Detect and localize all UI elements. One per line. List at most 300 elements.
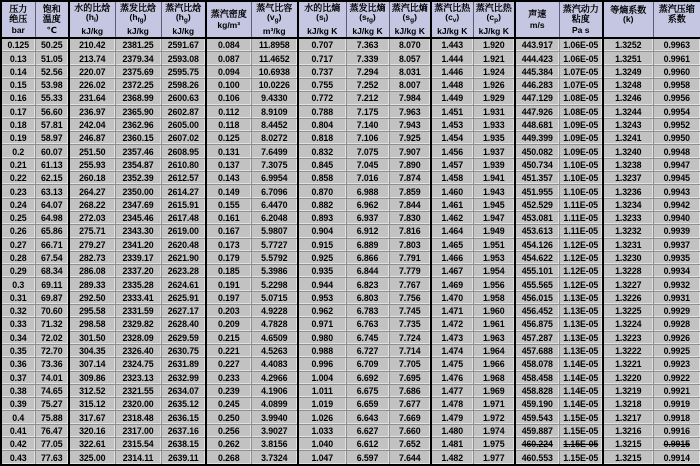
table-cell: 1.470	[431, 291, 473, 304]
header-name-line: 绝压	[9, 14, 28, 24]
table-row	[1, 291, 700, 304]
table-cell: 1.13E-05	[559, 344, 603, 357]
table-cell: 0.893	[298, 211, 346, 224]
table-cell: 72.02	[35, 331, 69, 344]
table-cell: 1.947	[473, 211, 515, 224]
table-cell: 66.71	[35, 238, 69, 251]
table-cell: 7.907	[389, 145, 431, 158]
table-cell: 2375.69	[115, 65, 161, 78]
table-cell: 7.677	[389, 398, 431, 411]
table-cell: 446.283	[515, 79, 559, 92]
table-cell: 0.18	[1, 118, 35, 131]
table-cell: 1.956	[473, 278, 515, 291]
table-cell: 4.5263	[251, 344, 298, 357]
table-cell: 7.363	[346, 38, 389, 52]
table-cell: 2329.82	[115, 318, 161, 331]
column-header-9	[346, 1, 389, 38]
table-cell: 1.3224	[603, 318, 653, 331]
header-symbol: $(h_{fg})$	[129, 12, 147, 24]
table-cell: 0.29	[1, 265, 35, 278]
table-cell: 0.233	[206, 371, 251, 384]
table-row	[1, 398, 700, 411]
table-cell: 0.161	[206, 211, 251, 224]
table-cell: 4.7828	[251, 318, 298, 331]
table-cell: 447.129	[515, 92, 559, 105]
table-cell: 0.971	[298, 318, 346, 331]
table-cell: 7.252	[346, 79, 389, 92]
table-cell: 7.890	[389, 158, 431, 171]
table-cell: 1.15E-05	[559, 411, 603, 424]
table-cell: 0.9934	[653, 265, 700, 278]
table-cell: 1.954	[473, 265, 515, 278]
table-cell: 0.106	[206, 92, 251, 105]
table-cell: 309.86	[69, 371, 115, 384]
table-cell: 1.446	[431, 65, 473, 78]
table-cell: 9.4330	[251, 92, 298, 105]
table-cell: 2315.54	[115, 438, 161, 451]
table-cell: 1.969	[473, 384, 515, 397]
table-cell: 1.481	[431, 438, 473, 451]
table-cell: 1.478	[431, 398, 473, 411]
table-cell: 260.18	[69, 172, 115, 185]
table-cell: 450.734	[515, 158, 559, 171]
table-cell: 3.9027	[251, 424, 298, 437]
table-cell: 0.707	[298, 38, 346, 52]
table-cell: 2591.67	[161, 38, 206, 52]
table-cell: 61.13	[35, 158, 69, 171]
table-cell: 1.14E-05	[559, 384, 603, 397]
table-cell: 1.13E-05	[559, 291, 603, 304]
table-cell: 0.832	[298, 145, 346, 158]
table-cell: 279.27	[69, 238, 115, 251]
table-cell: 0.9931	[653, 291, 700, 304]
table-cell: 0.915	[298, 238, 346, 251]
table-cell: 7.963	[389, 105, 431, 118]
table-cell: 2638.15	[161, 438, 206, 451]
table-cell: 2627.17	[161, 305, 206, 318]
table-cell: 0.9940	[653, 211, 700, 224]
table-cell: 251.50	[69, 145, 115, 158]
table-cell: 1.945	[473, 198, 515, 211]
table-cell: 5.0715	[251, 291, 298, 304]
table-cell: 6.675	[346, 384, 389, 397]
header-symbol: (k)	[623, 13, 634, 24]
table-cell: 70.60	[35, 305, 69, 318]
table-cell: 0.9918	[653, 411, 700, 424]
table-cell: 0.37	[1, 371, 35, 384]
table-cell: 2630.75	[161, 344, 206, 357]
table-cell: 1.3249	[603, 65, 653, 78]
table-cell: 6.597	[346, 451, 389, 465]
table-cell: 456.452	[515, 305, 559, 318]
table-cell: 6.709	[346, 358, 389, 371]
table-row	[1, 118, 700, 131]
table-cell: 8.031	[389, 65, 431, 78]
table-cell: 453.613	[515, 225, 559, 238]
column-header-2	[35, 1, 69, 38]
header-symbol: $(h_l)$	[85, 12, 99, 24]
table-cell: 1.3241	[603, 132, 653, 145]
table-cell: 450.082	[515, 145, 559, 158]
column-header-3	[69, 1, 115, 38]
table-cell: 1.974	[473, 424, 515, 437]
table-cell: 0.173	[206, 238, 251, 251]
table-cell: 6.912	[346, 225, 389, 238]
header-name-line: 蒸汽比熵	[391, 3, 428, 13]
table-cell: 2636.15	[161, 411, 206, 424]
table-cell: 7.816	[389, 225, 431, 238]
table-cell: 1.08E-05	[559, 105, 603, 118]
table-cell: 4.4083	[251, 358, 298, 371]
table-cell: 0.43	[1, 451, 35, 465]
table-cell: 2314.11	[115, 451, 161, 465]
table-cell: 1.929	[473, 92, 515, 105]
table-cell: 2331.59	[115, 305, 161, 318]
table-cell: 1.931	[473, 105, 515, 118]
table-cell: 1.3252	[603, 38, 653, 52]
table-cell: 458.078	[515, 358, 559, 371]
table-cell: 460.553	[515, 451, 559, 465]
header-name-line: 蒸汽比焓	[165, 3, 202, 13]
table-cell: 62.15	[35, 172, 69, 185]
table-cell: 2381.25	[115, 38, 161, 52]
table-cell: 1.14E-05	[559, 371, 603, 384]
table-cell: 0.22	[1, 172, 35, 185]
table-row	[1, 305, 700, 318]
table-cell: 1.456	[431, 145, 473, 158]
table-cell: 448.681	[515, 118, 559, 131]
table-cell: 459.190	[515, 398, 559, 411]
table-cell: 0.882	[298, 198, 346, 211]
table-cell: 74.01	[35, 371, 69, 384]
table-cell: 1.457	[431, 158, 473, 171]
column-header-16	[653, 1, 700, 38]
table-cell: 455.565	[515, 278, 559, 291]
table-cell: 7.016	[346, 172, 389, 185]
table-cell: 1.11E-05	[559, 198, 603, 211]
table-cell: 4.9228	[251, 305, 298, 318]
table-cell: 454.126	[515, 238, 559, 251]
table-cell: 0.17	[1, 105, 35, 118]
table-cell: 0.9948	[653, 145, 700, 158]
table-cell: 1.07E-05	[559, 79, 603, 92]
table-cell: 2631.89	[161, 358, 206, 371]
table-cell: 0.28	[1, 251, 35, 264]
table-cell: 1.471	[431, 305, 473, 318]
table-cell: 0.9937	[653, 238, 700, 251]
table-cell: 6.937	[346, 211, 389, 224]
table-cell: 1.953	[473, 251, 515, 264]
table-cell: 4.1906	[251, 384, 298, 397]
table-cell: 7.6499	[251, 145, 298, 158]
column-header-6	[206, 1, 251, 38]
table-cell: 1.937	[473, 145, 515, 158]
header-unit	[654, 25, 700, 35]
table-cell: 0.9947	[653, 158, 700, 171]
table-cell: 0.9958	[653, 79, 700, 92]
table-cell: 1.920	[473, 38, 515, 52]
table-cell: 2360.15	[115, 132, 161, 145]
table-cell: 57.81	[35, 118, 69, 131]
header-name-line: 温度	[42, 14, 61, 24]
table-cell: 1.13E-05	[559, 318, 603, 331]
table-cell: 0.203	[206, 305, 251, 318]
table-cell: 0.9915	[653, 438, 700, 451]
table-cell: 1.480	[431, 424, 473, 437]
table-cell: 2365.90	[115, 105, 161, 118]
table-cell: 2345.46	[115, 211, 161, 224]
table-cell: 0.24	[1, 198, 35, 211]
table-cell: 1.3222	[603, 344, 653, 357]
table-cell: 1.971	[473, 398, 515, 411]
table-cell: 6.823	[346, 278, 389, 291]
table-cell: 0.19	[1, 132, 35, 145]
table-cell: 7.075	[346, 145, 389, 158]
header-name-line: 蒸气比容	[256, 3, 293, 13]
table-cell: 1.448	[431, 79, 473, 92]
table-cell: 65.86	[35, 225, 69, 238]
header-unit: bar	[11, 25, 25, 35]
table-cell: 6.627	[346, 424, 389, 437]
table-cell: 7.652	[389, 438, 431, 451]
table-cell: 1.453	[431, 118, 473, 131]
table-cell: 445.384	[515, 65, 559, 78]
table-cell: 1.3217	[603, 411, 653, 424]
table-cell: 1.963	[473, 331, 515, 344]
table-cell: 0.755	[298, 79, 346, 92]
table-cell: 55.33	[35, 92, 69, 105]
table-cell: 0.9929	[653, 305, 700, 318]
table-cell: 8.070	[389, 38, 431, 52]
table-cell: 1.10E-05	[559, 185, 603, 198]
table-cell: 7.791	[389, 251, 431, 264]
table-cell: 264.27	[69, 185, 115, 198]
table-cell: 7.339	[346, 52, 389, 65]
table-cell: 1.3244	[603, 105, 653, 118]
table-header	[1, 1, 700, 38]
table-cell: 292.50	[69, 291, 115, 304]
table-cell: 7.756	[389, 291, 431, 304]
table-cell: 2324.75	[115, 358, 161, 371]
table-row	[1, 198, 700, 211]
table-cell: 6.9954	[251, 172, 298, 185]
table-cell: 0.925	[298, 251, 346, 264]
table-cell: 10.6938	[251, 65, 298, 78]
table-cell: 1.15E-05	[559, 438, 603, 451]
table-cell: 0.9950	[653, 132, 700, 145]
table-cell: 459.887	[515, 424, 559, 437]
table-cell: 1.951	[473, 238, 515, 251]
table-cell: 6.803	[346, 291, 389, 304]
table-cell: 2624.61	[161, 278, 206, 291]
table-cell: 2625.91	[161, 291, 206, 304]
table-cell: 2318.48	[115, 411, 161, 424]
header-unit: kJ/kg K	[437, 26, 468, 36]
table-row	[1, 344, 700, 357]
header-unit: m³/kg	[262, 26, 286, 36]
table-cell: 6.727	[346, 344, 389, 357]
table-cell: 0.084	[206, 38, 251, 52]
table-cell: 0.9963	[653, 38, 700, 52]
table-cell: 1.921	[473, 52, 515, 65]
table-cell: 1.10E-05	[559, 172, 603, 185]
table-row	[1, 38, 700, 52]
table-cell: 73.36	[35, 358, 69, 371]
table-cell: 0.9921	[653, 384, 700, 397]
table-cell: 1.451	[431, 105, 473, 118]
table-cell: 1.09E-05	[559, 145, 603, 158]
table-cell: 1.3218	[603, 398, 653, 411]
table-cell: 8.057	[389, 52, 431, 65]
table-cell: 1.464	[431, 225, 473, 238]
table-cell: 0.21	[1, 158, 35, 171]
table-cell: 0.31	[1, 291, 35, 304]
table-cell: 0.34	[1, 331, 35, 344]
table-cell: 1.10E-05	[559, 158, 603, 171]
table-cell: 0.9954	[653, 105, 700, 118]
table-cell: 11.8958	[251, 38, 298, 52]
table-cell: 1.3227	[603, 278, 653, 291]
column-header-11	[431, 1, 473, 38]
table-cell: 7.735	[389, 318, 431, 331]
table-cell: 1.458	[431, 172, 473, 185]
table-cell: 304.35	[69, 344, 115, 357]
table-cell: 1.3220	[603, 371, 653, 384]
table-cell: 75.27	[35, 398, 69, 411]
table-cell: 1.3226	[603, 291, 653, 304]
table-cell: 298.58	[69, 318, 115, 331]
table-cell: 2350.00	[115, 185, 161, 198]
table-cell: 6.7096	[251, 185, 298, 198]
table-cell: 1.3216	[603, 424, 653, 437]
table-cell: 0.935	[298, 265, 346, 278]
table-cell: 1.15E-05	[559, 451, 603, 465]
header-name-line: 蒸汽比热	[434, 3, 471, 13]
table-cell: 1.972	[473, 411, 515, 424]
table-cell: 1.3221	[603, 358, 653, 371]
table-cell: 236.97	[69, 105, 115, 118]
table-cell: 2602.87	[161, 105, 206, 118]
table-cell: 69.87	[35, 291, 69, 304]
table-cell: 0.962	[298, 305, 346, 318]
table-cell: 1.3251	[603, 52, 653, 65]
table-row	[1, 158, 700, 171]
table-cell: 0.227	[206, 358, 251, 371]
header-unit: kJ/kg	[172, 26, 195, 36]
table-cell: 2632.99	[161, 371, 206, 384]
table-cell: 2595.75	[161, 65, 206, 78]
table-cell: 0.26	[1, 225, 35, 238]
table-cell: 0.9960	[653, 65, 700, 78]
table-cell: 0.772	[298, 92, 346, 105]
header-name-line: 水的比熵	[304, 3, 341, 13]
table-cell: 2605.00	[161, 118, 206, 131]
table-cell: 295.58	[69, 305, 115, 318]
table-cell: 51.05	[35, 52, 69, 65]
table-cell: 1.443	[431, 38, 473, 52]
column-header-1	[1, 1, 35, 38]
table-cell: 7.803	[389, 238, 431, 251]
table-cell: 7.844	[389, 198, 431, 211]
table-cell: 2619.00	[161, 225, 206, 238]
table-cell: 6.2048	[251, 211, 298, 224]
table-cell: 50.25	[35, 38, 69, 52]
table-cell: 1.040	[298, 438, 346, 451]
table-cell: 2628.40	[161, 318, 206, 331]
table-cell: 7.045	[346, 158, 389, 171]
table-cell: 7.925	[389, 132, 431, 145]
table-cell: 1.12E-05	[559, 251, 603, 264]
table-cell: 3.9940	[251, 411, 298, 424]
table-cell: 1.943	[473, 185, 515, 198]
table-cell: 6.692	[346, 371, 389, 384]
table-cell: 456.875	[515, 318, 559, 331]
table-cell: 6.988	[346, 185, 389, 198]
table-cell: 7.686	[389, 384, 431, 397]
table-cell: 0.250	[206, 411, 251, 424]
table-cell: 315.12	[69, 398, 115, 411]
table-cell: 0.9919	[653, 398, 700, 411]
table-cell: 2623.28	[161, 265, 206, 278]
table-cell: 325.00	[69, 451, 115, 465]
table-cell: 1.3215	[603, 438, 653, 451]
column-header-5	[161, 1, 206, 38]
table-cell: 64.07	[35, 198, 69, 211]
table-cell: 0.125	[206, 132, 251, 145]
table-cell: 2362.96	[115, 118, 161, 131]
table-cell: 286.08	[69, 265, 115, 278]
table-cell: 1.465	[431, 238, 473, 251]
table-cell: 213.74	[69, 52, 115, 65]
table-cell: 1.3237	[603, 172, 653, 185]
table-cell: 0.9952	[653, 118, 700, 131]
table-cell: 7.705	[389, 358, 431, 371]
column-header-15	[603, 1, 653, 38]
table-cell: 0.9945	[653, 172, 700, 185]
table-cell: 1.476	[431, 371, 473, 384]
table-cell: 2621.90	[161, 251, 206, 264]
table-cell: 8.0272	[251, 132, 298, 145]
table-cell: 68.34	[35, 265, 69, 278]
table-cell: 453.081	[515, 211, 559, 224]
table-cell: 76.47	[35, 424, 69, 437]
table-cell: 1.454	[431, 132, 473, 145]
table-cell: 7.294	[346, 65, 389, 78]
header-unit: kJ/kg	[127, 26, 149, 36]
table-cell: 0.944	[298, 278, 346, 291]
table-cell: 2357.46	[115, 145, 161, 158]
table-cell: 1.3228	[603, 265, 653, 278]
table-cell: 1.460	[431, 185, 473, 198]
table-row	[1, 65, 700, 78]
column-header-13	[515, 1, 559, 38]
table-cell: 0.221	[206, 344, 251, 357]
table-row	[1, 185, 700, 198]
table-cell: 1.3219	[603, 384, 653, 397]
header-unit: m/s	[529, 20, 545, 30]
table-cell: 1.09E-05	[559, 118, 603, 131]
table-cell: 1.475	[431, 358, 473, 371]
table-cell: 2321.55	[115, 384, 161, 397]
table-cell: 1.3225	[603, 305, 653, 318]
table-cell: 5.3986	[251, 265, 298, 278]
table-cell: 1.933	[473, 118, 515, 131]
table-cell: 2620.48	[161, 238, 206, 251]
table-cell: 6.962	[346, 198, 389, 211]
table-cell: 246.87	[69, 132, 115, 145]
table-cell: 0.9923	[653, 358, 700, 371]
table-cell: 0.125	[1, 38, 35, 52]
